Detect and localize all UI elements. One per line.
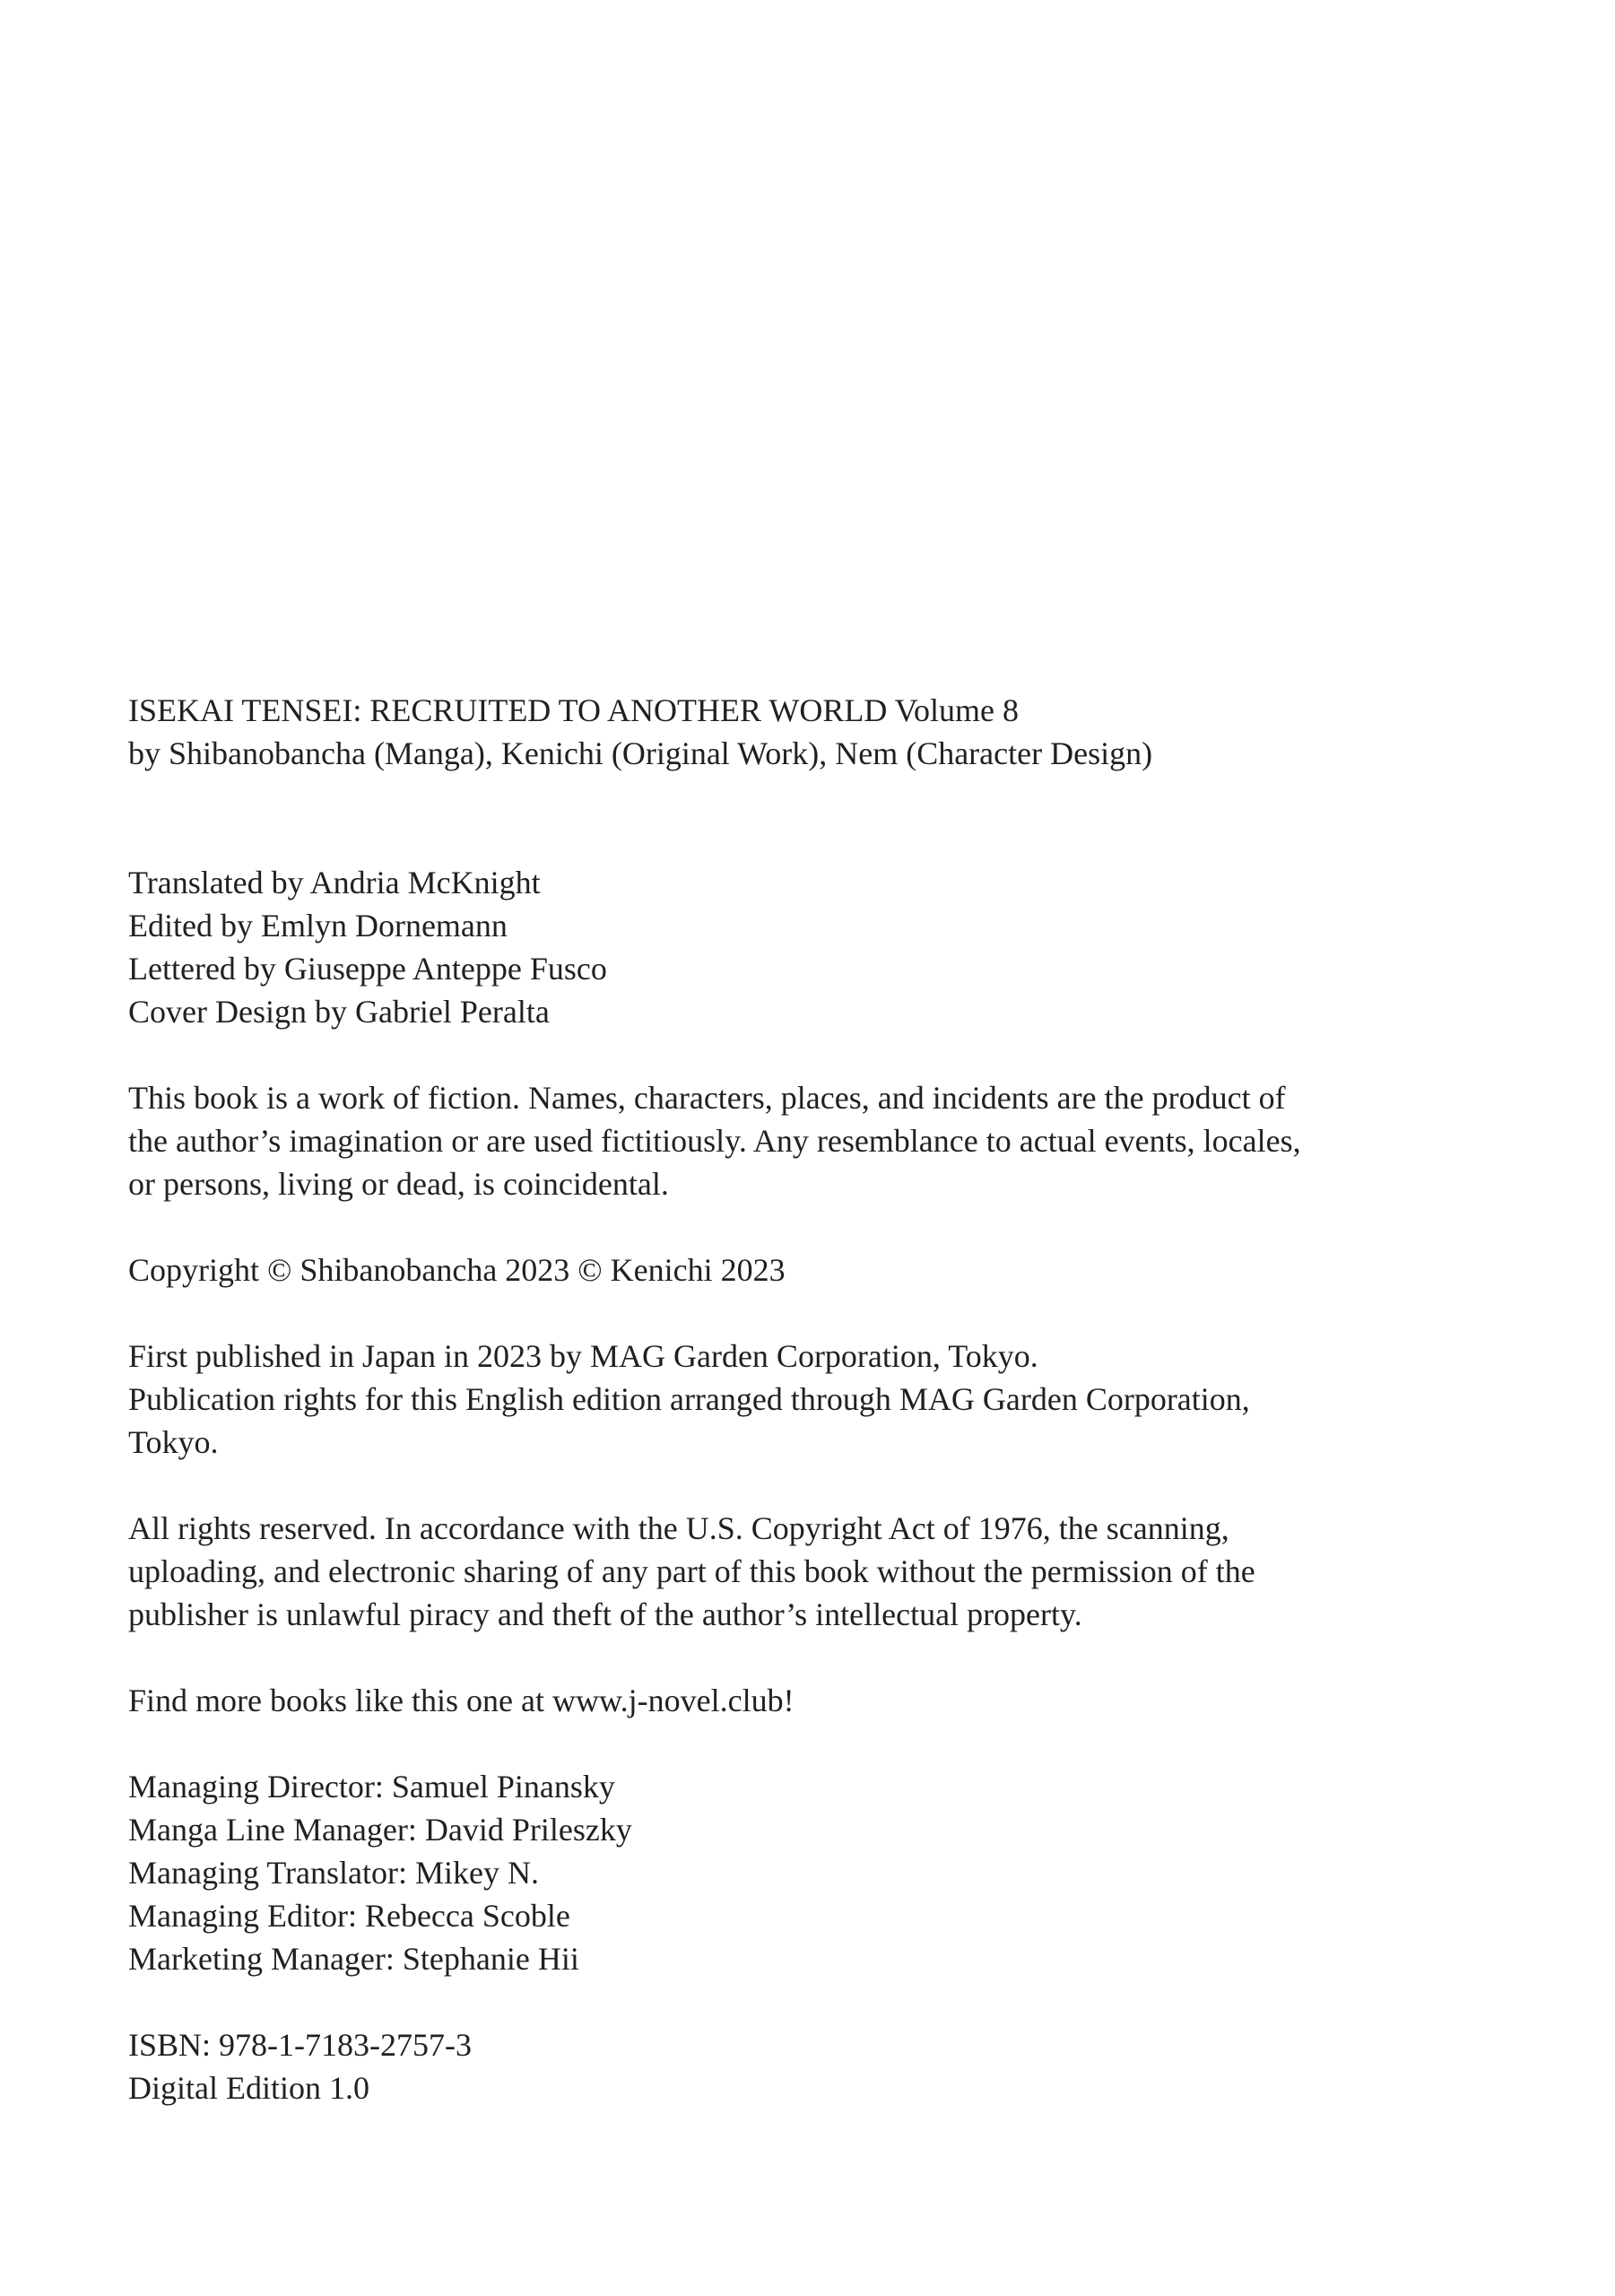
copyright-page <box>128 689 1509 2109</box>
copyright-notice <box>128 1248 1509 1292</box>
credits-block <box>128 861 1509 1033</box>
book-title: ISEKAI TENSEI: RECRUITED TO ANOTHER WORLD Volume 8 <box>128 692 1020 728</box>
publication-line: Tokyo. <box>128 1424 219 1460</box>
title-block <box>128 689 1509 775</box>
rights-line: publisher is unlawful piracy and theft of the author’s intellectual property. <box>128 1596 1082 1632</box>
isbn: ISBN: 978-1-7183-2757-3 <box>128 2027 472 2063</box>
copyright-line: Copyright © Shibanobancha 2023 © Kenichi 2023 <box>128 1252 786 1288</box>
rights-line: uploading, and electronic sharing of any part of this book without the permission of the <box>128 1553 1255 1589</box>
find-more-line: Find more books like this one at www.j-novel.club! <box>128 1683 794 1718</box>
staff-managing-director: Managing Director: Samuel Pinansky <box>128 1769 615 1805</box>
disclaimer-line: or persons, living or dead, is coincidental. <box>128 1166 669 1202</box>
publication-info <box>128 1335 1509 1464</box>
rights-line: All rights reserved. In accordance with the U.S. Copyright Act of 1976, the scanning, <box>128 1510 1229 1546</box>
publication-line: Publication rights for this English edition arranged through MAG Garden Corporation, <box>128 1381 1250 1417</box>
credit-editor: Edited by Emlyn Dornemann <box>128 908 508 944</box>
credit-cover-design: Cover Design by Gabriel Peralta <box>128 994 550 1030</box>
credit-letterer: Lettered by Giuseppe Anteppe Fusco <box>128 951 607 987</box>
book-byline: by Shibanobancha (Manga), Kenichi (Original Work), Nem (Character Design) <box>128 735 1153 771</box>
staff-marketing-manager: Marketing Manager: Stephanie Hii <box>128 1941 579 1977</box>
fiction-disclaimer <box>128 1076 1509 1205</box>
publication-line: First published in Japan in 2023 by MAG Garden Corporation, Tokyo. <box>128 1338 1038 1374</box>
disclaimer-line: the author’s imagination or are used fictitiously. Any resemblance to actual events, locales, <box>128 1123 1301 1159</box>
staff-list <box>128 1765 1509 1980</box>
disclaimer-line: This book is a work of fiction. Names, characters, places, and incidents are the product of <box>128 1080 1286 1116</box>
staff-managing-editor: Managing Editor: Rebecca Scoble <box>128 1898 570 1934</box>
credit-translator: Translated by Andria McKnight <box>128 865 541 900</box>
staff-manga-line-manager: Manga Line Manager: David Prileszky <box>128 1812 632 1848</box>
find-more-note <box>128 1679 1509 1722</box>
staff-managing-translator: Managing Translator: Mikey N. <box>128 1855 539 1891</box>
rights-notice <box>128 1507 1509 1636</box>
edition-info <box>128 2023 1509 2109</box>
edition-version: Digital Edition 1.0 <box>128 2070 369 2106</box>
